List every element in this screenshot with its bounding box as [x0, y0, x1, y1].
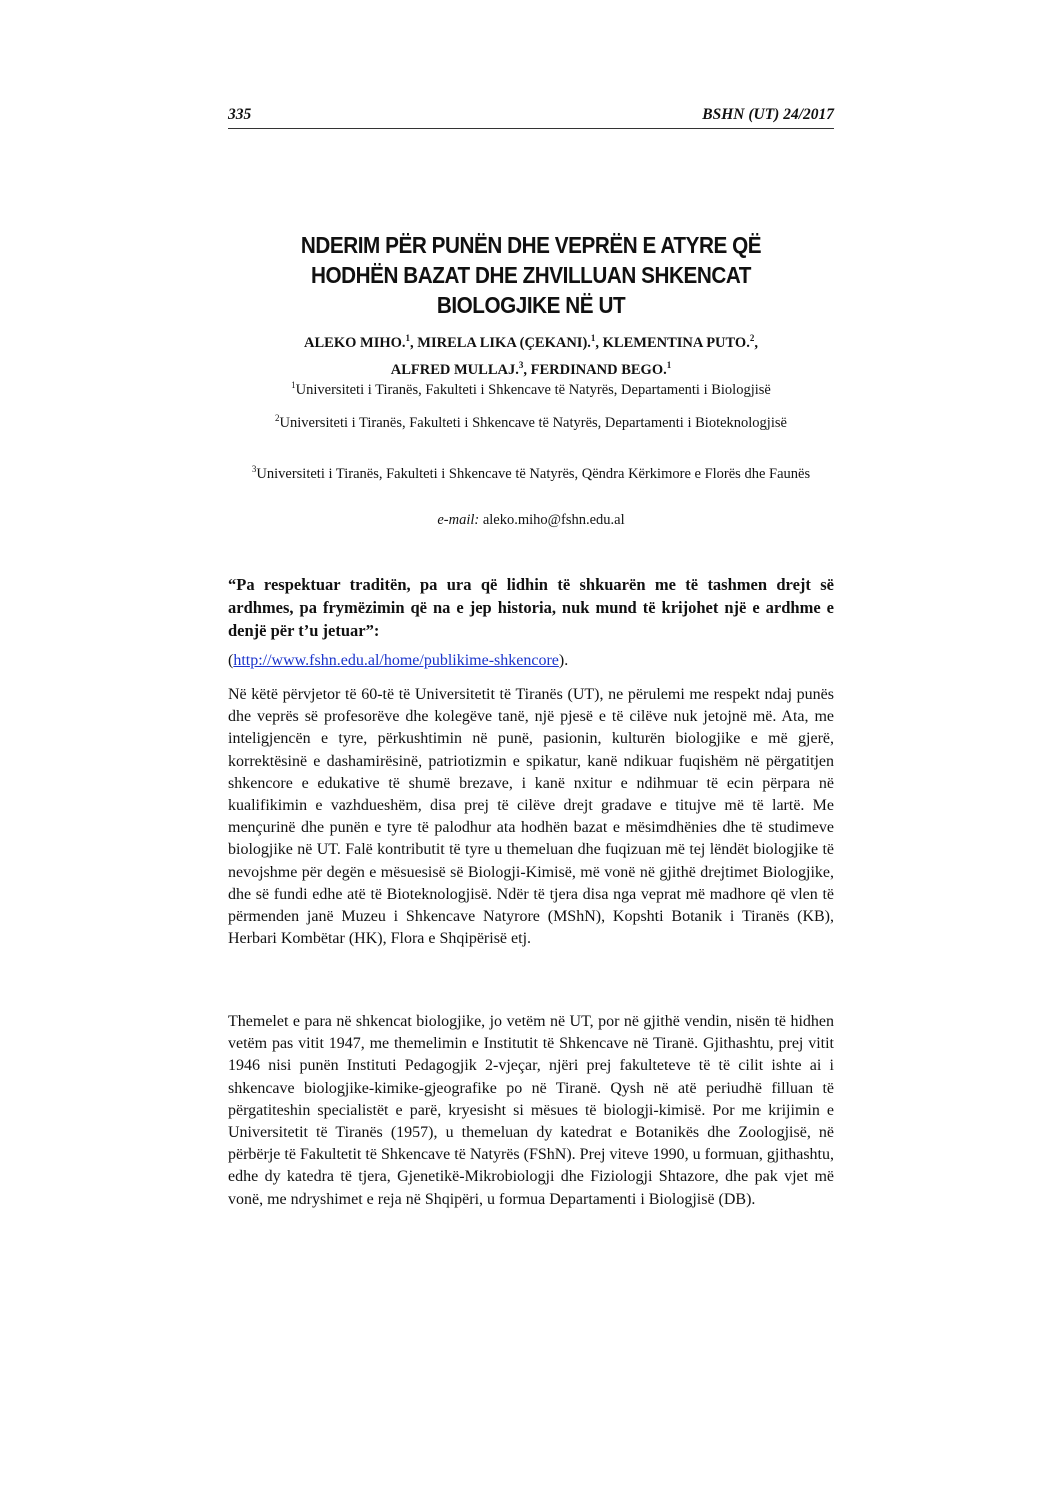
quote-source [228, 652, 834, 670]
affiliation-mark: 1 [291, 380, 296, 390]
body-paragraph: Në këtë përvjetor të 60-të të Universitetit të Tiranës (UT), ne përulemi me respekt ndaj punës dhe veprës së profesorëve dhe kolegëve tanë, një pjesë e të cilëve nuk jetojnë më. Ata, me inteligjencën e tyre, përkushtimin në punë, pasionin, kulturën biologjike e më gjerë, korrektësinë e dashamirësinë, patriotizmin e spikatur, kanë ndikuar fuqishëm në përgatitjen shkencore e edukative të shumë brezave, i kanë nxitur e ndihmuar të ecin përpara në kualifikimin e vazhdueshëm, disa prej të cilëve drejt gradave e titujve më të lartë. Me mençurinë dhe punën e tyre të palodhur ata hodhën bazat e mësimdhënies dhe të studimeve biologjike në UT. Falë kontributit të tyre u themeluan dhe fuqizuan më tej lëndët biologjike të nevojshme për degën e mësuesisë së Biologji-Kimisë, më vonë në gjithë drejtimet Biologjike, dhe së fundi edhe atë të Bioteknologjisë. Ndër të tjera disa nga veprat më madhore që vlen të përmenden janë Muzeu i Shkencave Natyrore (MShN), Kopshti Botanik i Tiranës (KB), Herbari Kombëtar (HK), Flora e Shqipërisë etj. [228, 686, 834, 948]
author-name: FERDINAND BEGO. [530, 361, 667, 378]
affiliation-text: Universiteti i Tiranës, Fakulteti i Shkencave të Natyrës, Departamenti i Bioteknologjisë [279, 414, 787, 431]
affiliation [228, 459, 834, 485]
journal-reference: BSHN (UT) 24/2017 [702, 106, 834, 123]
affiliation-text: Universiteti i Tiranës, Fakulteti i Shkencave të Natyrës, Qëndra Kërkimore e Florës dhe Faunës [256, 465, 811, 482]
article-title: NDERIM PËR PUNËN DHE VEPRËN E ATYRE QË HODHËN BAZAT DHE ZHVILLUAN SHKENCAT BIOLOGJIKE NË UT [300, 232, 762, 318]
affiliation [228, 408, 834, 434]
affiliation-text: Universiteti i Tiranës, Fakulteti i Shkencave të Natyrës, Departamenti i Biologjisë [295, 381, 771, 398]
contact-email [228, 512, 834, 529]
affiliation-mark: 3 [251, 464, 257, 474]
email-label: e-mail: [437, 512, 480, 528]
author-name: ALFRED MULLAJ. [390, 361, 519, 378]
author-name: KLEMENTINA PUTO. [602, 334, 750, 351]
author-affiliation-mark: 3 [518, 359, 524, 370]
author-affiliation-mark: 2 [749, 333, 755, 343]
page-number: 335 [228, 106, 252, 123]
affiliation-mark: 2 [275, 413, 280, 423]
author-name: MIRELA LIKA (ÇEKANI). [417, 334, 591, 351]
running-header [228, 104, 834, 129]
author-name: ALEKO MIHO. [304, 334, 406, 351]
author-list: ALEKO MIHO.$^1$, MIRELA LIKA (ÇEKANI).$^1$, KLEMENTINA PUTO.$^2$, ALFRED MULLAJ.$^3$, FERDINAND BEGO.$^1$ [304, 333, 758, 378]
author-affiliation-mark: 1 [666, 359, 672, 370]
epigraph-quote: “Pa respektuar traditën, pa ura që lidhin të shkuarën me të tashmen drejt së ardhmes, pa frymëzimin që na e jep historia, nuk mund të krijohet një e ardhme e denjë për t’u jetuar”: [228, 575, 834, 640]
paren-close: ). [558, 652, 569, 669]
email-address[interactable]: aleko.miho@fshn.edu.al [482, 512, 625, 528]
source-link[interactable]: http://www.fshn.edu.al/home/publikime-shkencore [233, 652, 559, 669]
affiliation [228, 375, 834, 401]
paren-open: ( [228, 652, 234, 669]
author-affiliation-mark: 1 [590, 333, 596, 343]
body-paragraph: Themelet e para në shkencat biologjike, jo vetëm në UT, por në gjithë vendin, nisën të hidhen vetëm pas vitit 1947, me themelimin e Institutit të Shkencave në Tiranë. Gjithashtu, prej vitit 1946 nisi punën Instituti Pedagogjik 2-vjeçar, njëri prej fakulteteve të të cilit ishte ai i shkencave biologjike-kimike-gjeografike po në Tiranë. Qysh në atë periudhë filluan të përgatiteshin specialistët e parë, kryesisht si mësues të biologji-kimisë. Por me krijimin e Universitetit të Tiranës (1957), u themeluan dy katedrat e Botanikës dhe Zoologjisë, në përbërje të Fakultetit të Shkencave të Natyrës (FShN). Prej viteve 1990, u formuan, gjithashtu, edhe dy katedra të tjera, Gjenetikë-Mikrobiologji dhe Fiziologji Shtazore, dhe pak vjet më vonë, me ndryshimet e reja në Shqipëri, u formua Departamenti i Biologjisë (DB). [228, 1013, 834, 1208]
author-affiliation-mark: 1 [405, 333, 411, 343]
